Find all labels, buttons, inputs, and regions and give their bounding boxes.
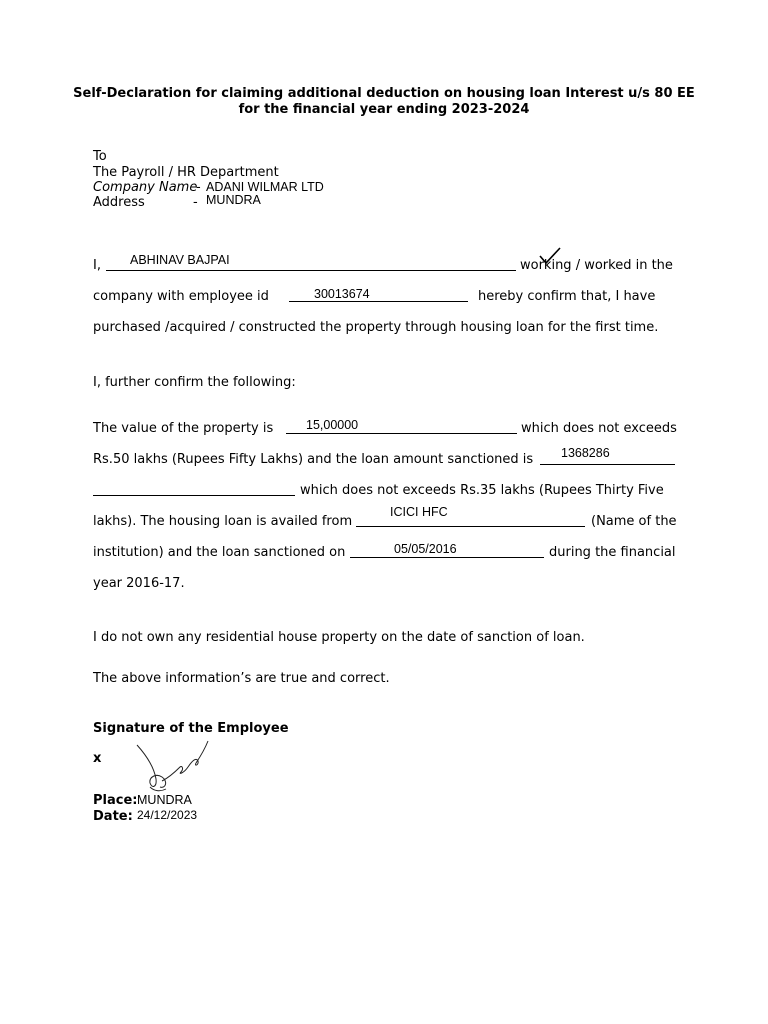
institution-prefix: lakhs). The housing loan is availed from bbox=[93, 514, 353, 529]
address-label: Address bbox=[93, 195, 145, 210]
document-title-line-1: Self-Declaration for claiming additional deduction on housing loan Interest u/s 80 EE bbox=[73, 86, 695, 101]
place-value: MUNDRA bbox=[137, 793, 192, 807]
company-name-label: Company Name bbox=[93, 180, 198, 195]
company-name-value: ADANI WILMAR LTD bbox=[206, 180, 324, 194]
employee-id-underline bbox=[289, 301, 468, 302]
confirmation-text: hereby confirm that, I have bbox=[478, 289, 656, 304]
financial-year-text: year 2016-17. bbox=[93, 576, 185, 591]
loan-amount-underline-1 bbox=[540, 464, 675, 465]
sanction-date-suffix: during the financial bbox=[549, 545, 676, 560]
declaration-pronoun: I, bbox=[93, 258, 101, 273]
no-other-property-statement: I do not own any residential house property on the date of sanction of loan. bbox=[93, 630, 585, 645]
date-value: 24/12/2023 bbox=[137, 808, 198, 822]
sanction-date-prefix: institution) and the loan sanctioned on bbox=[93, 545, 346, 560]
place-label: Place: bbox=[93, 793, 138, 808]
salutation-to: To bbox=[93, 149, 107, 164]
loan-amount-prefix: Rs.50 lakhs (Rupees Fifty Lakhs) and the loan amount sanctioned is bbox=[93, 452, 534, 467]
employment-status-text: working / worked in the bbox=[520, 258, 673, 273]
further-confirm-text: I, further confirm the following: bbox=[93, 375, 296, 390]
institution-underline bbox=[356, 526, 585, 527]
property-value-prefix: The value of the property is bbox=[93, 421, 274, 436]
sanction-date-underline bbox=[350, 557, 544, 558]
loan-amount-underline-2 bbox=[93, 495, 295, 496]
check-icon bbox=[538, 246, 562, 266]
signature-x-mark: x bbox=[93, 751, 102, 766]
employee-id-prefix: company with employee id bbox=[93, 289, 269, 304]
employee-name-underline bbox=[106, 270, 516, 271]
department-name: The Payroll / HR Department bbox=[93, 165, 279, 180]
loan-limit-text: which does not exceeds Rs.35 lakhs (Rupees Thirty Five bbox=[300, 483, 664, 498]
loan-amount-value: 1368286 bbox=[561, 446, 610, 460]
first-time-purchase-statement: purchased /acquired / constructed the property through housing loan for the first time. bbox=[93, 320, 659, 335]
address-value: MUNDRA bbox=[206, 193, 261, 207]
property-limit-text: which does not exceeds bbox=[521, 421, 677, 436]
employee-name-value: ABHINAV BAJPAI bbox=[130, 253, 230, 267]
institution-value: ICICI HFC bbox=[390, 505, 448, 519]
company-name-separator: - bbox=[196, 180, 201, 195]
property-value-field: 15,00000 bbox=[306, 418, 359, 432]
sanction-date-value: 05/05/2016 bbox=[394, 542, 457, 556]
property-value-underline bbox=[286, 433, 517, 434]
employee-id-value: 30013674 bbox=[314, 287, 370, 301]
document-title-line-2: for the financial year ending 2023-2024 bbox=[238, 102, 530, 117]
date-label: Date: bbox=[93, 809, 133, 824]
handwritten-signature-icon bbox=[132, 737, 212, 795]
truth-statement: The above information’s are true and correct. bbox=[93, 671, 390, 686]
signature-label: Signature of the Employee bbox=[93, 721, 289, 736]
address-separator: - bbox=[193, 195, 198, 210]
institution-suffix: (Name of the bbox=[591, 514, 677, 529]
